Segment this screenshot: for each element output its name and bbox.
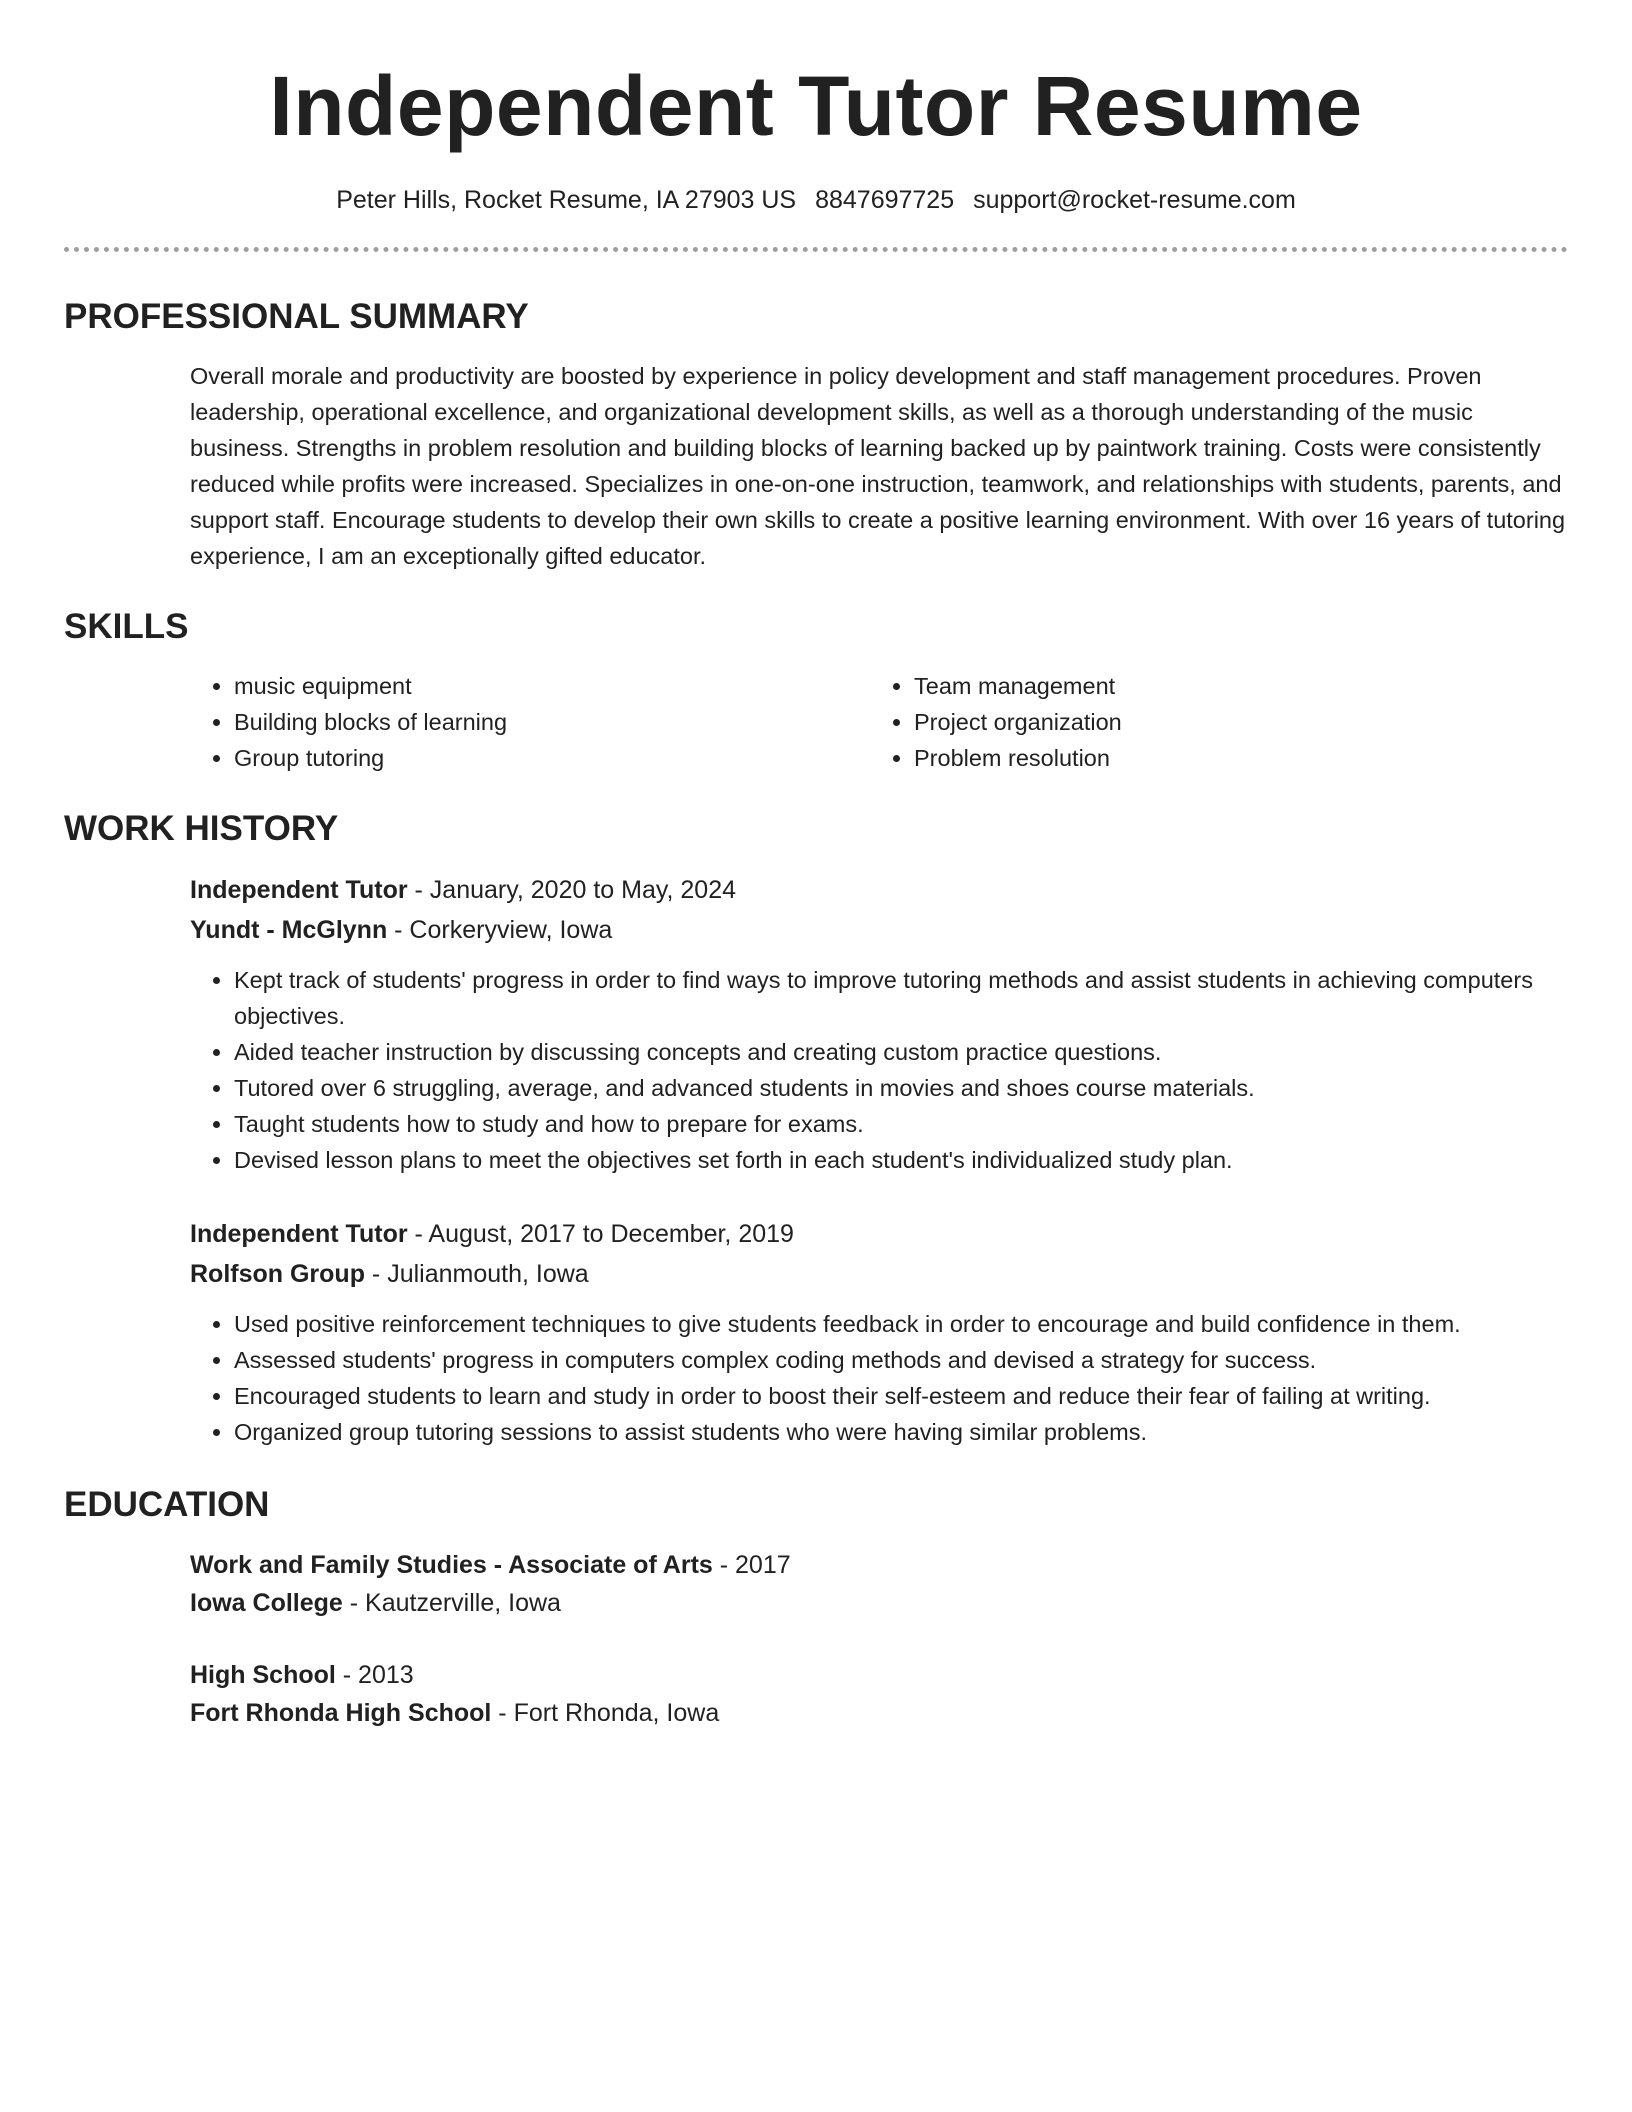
job-bullet: • Tutored over 6 struggling, average, and advanced students in movies and shoes course materials. [234,1070,1568,1106]
job-company-line [190,1254,1568,1294]
education-school-line [190,1584,1568,1622]
education-location: - Fort Rhonda, Iowa [491,1699,720,1727]
skill-item: • Group tutoring [234,740,870,776]
resume-title: Independent Tutor Resume [269,59,1363,153]
job-title: Independent Tutor [190,1220,408,1248]
education-heading: EDUCATION [64,1485,270,1524]
job-bullet: • Devised lesson plans to meet the objectives set forth in each student's individualized study plan. [234,1142,1568,1178]
job-bullet: • Kept track of students' progress in order to find ways to improve tutoring methods and assist students in achieving computers objectives. [234,962,1568,1034]
education-location: - Kautzerville, Iowa [342,1589,561,1617]
education-entry [190,1656,1568,1732]
skills-column-left [190,668,870,776]
contact-address: Peter Hills, Rocket Resume, IA 27903 US [336,186,797,214]
job-location: - Corkeryview, Iowa [387,916,613,944]
job-title-line [190,1214,1568,1254]
job-company: Yundt - McGlynn [190,916,388,944]
job-bullets [190,1306,1568,1450]
job-title-line [190,870,1568,910]
summary-heading: PROFESSIONAL SUMMARY [64,297,529,336]
header-divider [64,247,1568,252]
job-bullet: • Aided teacher instruction by discussing concepts and creating custom practice questions. [234,1034,1568,1070]
job-company: Rolfson Group [190,1260,365,1288]
job-dates: - January, 2020 to May, 2024 [407,876,737,904]
work-heading: WORK HISTORY [64,809,339,848]
job-company-line [190,910,1568,950]
job-bullet: • Assessed students' progress in computers complex coding methods and devised a strategy for success. [234,1342,1568,1378]
summary-text: Overall morale and productivity are boosted by experience in policy development and staff management procedures. Proven leadership, operational excellence, and organizational development skills, as well as a thorough understanding of the music business. Strengths in problem resolution and building blocks of learning backed up by paintwork training. Costs were consistently reduced while profits were increased. Specializes in one-on-one instruction, teamwork, and relationships with students, parents, and support staff. Encourage students to develop their own skills to create a positive learning environment. With over 16 years of tutoring experience, I am an exceptionally gifted educator. [190,363,1566,569]
education-degree-line [190,1656,1568,1694]
job-bullet: • Taught students how to study and how to prepare for exams. [234,1106,1568,1142]
skills-list [190,668,1568,776]
job-bullet: • Encouraged students to learn and study in order to boost their self-esteem and reduce their fear of failing at writing. [234,1378,1568,1414]
skill-item: • Team management [914,668,1550,704]
job-bullet: • Used positive reinforcement techniques to give students feedback in order to encourage and build confidence in them. [234,1306,1568,1342]
job-entry [190,1214,1568,1450]
skills-heading: SKILLS [64,607,189,646]
education-entry [190,1546,1568,1622]
contact-phone: 8847697725 [815,186,955,214]
resume-page [64,0,1568,1732]
job-title: Independent Tutor [190,876,408,904]
job-bullet: • Organized group tutoring sessions to assist students who were having similar problems. [234,1414,1568,1450]
education-school-line [190,1694,1568,1732]
education-school: Iowa College [190,1589,343,1617]
education-degree: Work and Family Studies - Associate of Arts [190,1551,713,1579]
skill-item: • Building blocks of learning [234,704,870,740]
job-bullets [190,962,1568,1178]
education-year: - 2017 [712,1551,791,1579]
education-school: Fort Rhonda High School [190,1699,492,1727]
contact-line [64,184,1568,216]
skill-item: • Problem resolution [914,740,1550,776]
skill-item: • Project organization [914,704,1550,740]
contact-email: support@rocket-resume.com [973,186,1296,214]
education-degree: High School [190,1661,336,1689]
education-degree-line [190,1546,1568,1584]
skills-column-right [870,668,1550,776]
education-year: - 2013 [335,1661,414,1689]
job-dates: - August, 2017 to December, 2019 [407,1220,794,1248]
job-entry [190,870,1568,1178]
skill-item: • music equipment [234,668,870,704]
job-location: - Julianmouth, Iowa [364,1260,589,1288]
